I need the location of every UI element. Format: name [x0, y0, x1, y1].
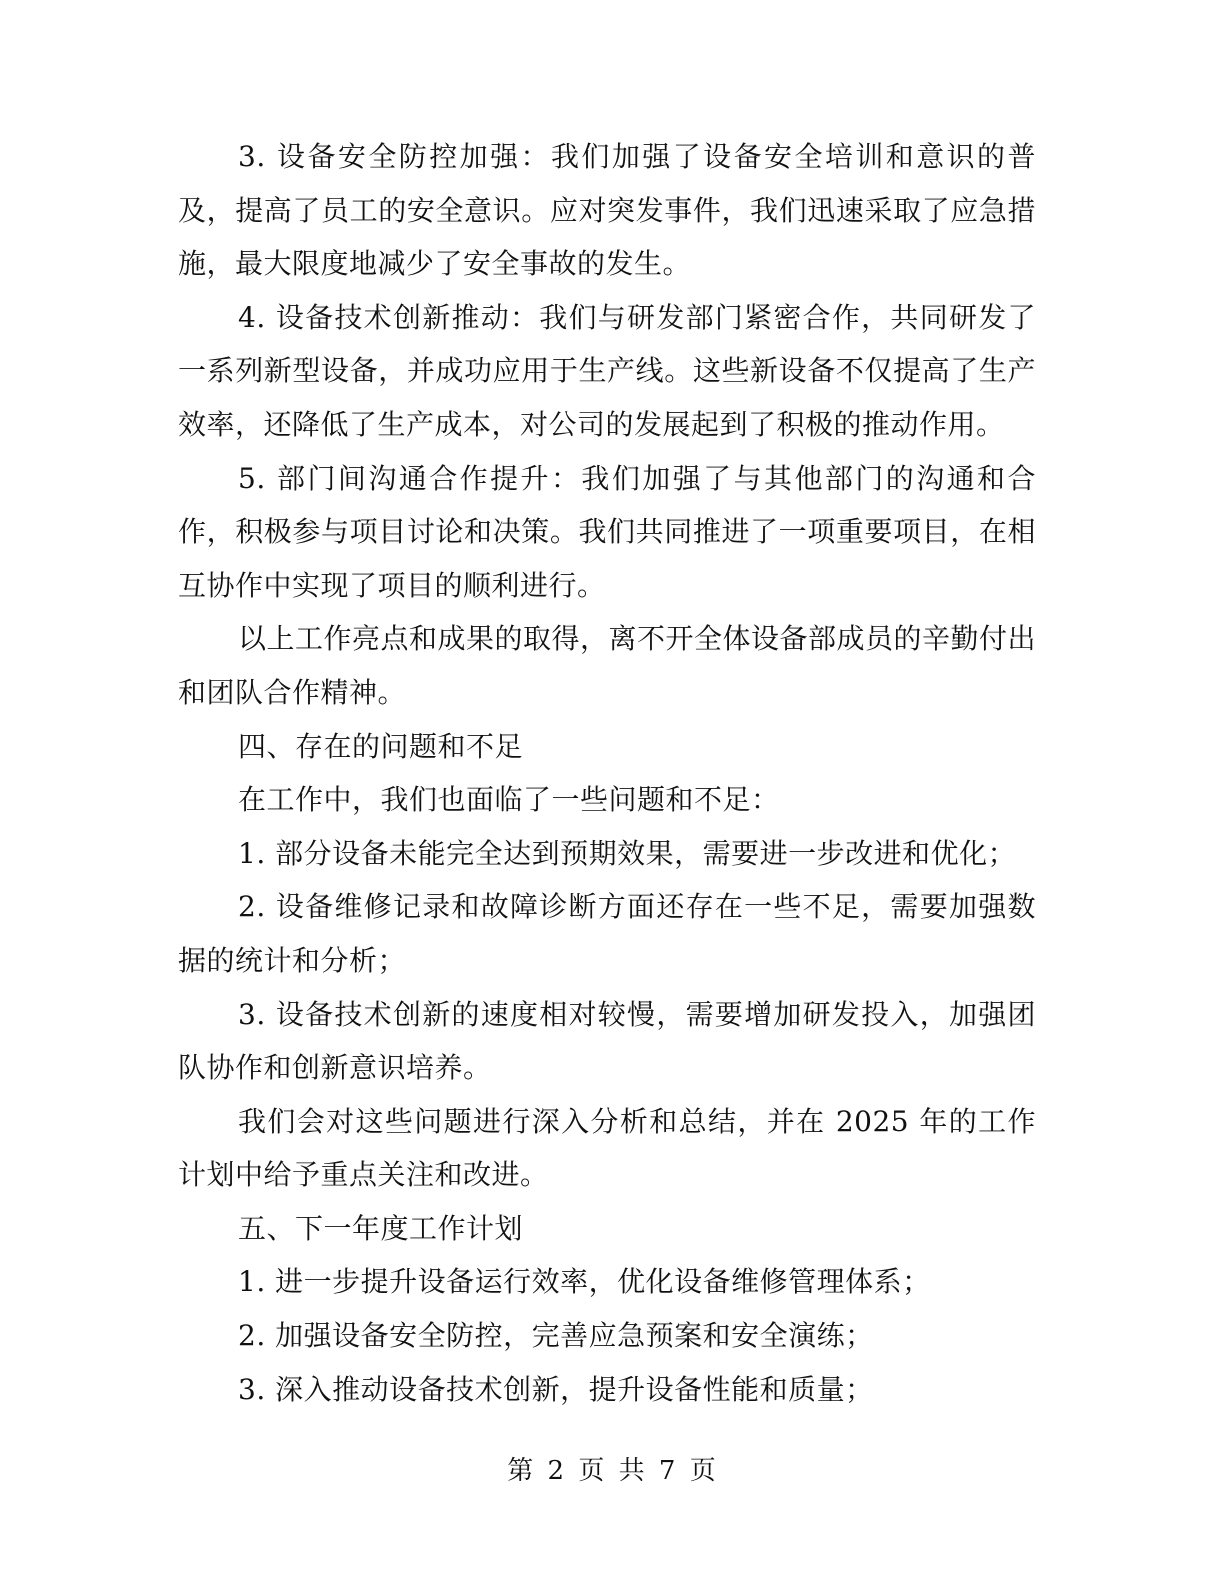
- plan-item-2: 2. 加强设备安全防控，完善应急预案和安全演练；: [238, 1319, 874, 1353]
- paragraph-item-3-security: 3. 设备安全防控加强：我们加强了设备安全培训和意识的普及，提高了员工的安全意识。应对突发事件，我们迅速采取了应急措施，最大限度地减少了安全事故的发生。: [178, 140, 1036, 281]
- section-heading-next-year-plan: 五、下一年度工作计划: [238, 1211, 524, 1245]
- paragraph-problems-conclusion: 我们会对这些问题进行深入分析和总结，并在 2025 年的工作计划中给予重点关注和改进。: [178, 1104, 1036, 1192]
- document-body: [178, 130, 1036, 1416]
- paragraph-item-5-cooperation: 5. 部门间沟通合作提升：我们加强了与其他部门的沟通和合作，积极参与项目讨论和决策。我们共同推进了一项重要项目，在相互协作中实现了项目的顺利进行。: [178, 461, 1036, 602]
- page-number-footer: 第 2 页 共 7 页: [507, 1456, 717, 1486]
- paragraph-summary: 以上工作亮点和成果的取得，离不开全体设备部成员的辛勤付出和团队合作精神。: [178, 622, 1037, 709]
- plan-item-1: 1. 进一步提升设备运行效率，优化设备维修管理体系；: [238, 1265, 931, 1299]
- plan-item-3: 3. 深入推动设备技术创新，提升设备性能和质量；: [238, 1372, 874, 1406]
- problem-item-1: 1. 部分设备未能完全达到预期效果，需要进一步改进和优化；: [238, 836, 1017, 870]
- section-heading-problems: 四、存在的问题和不足: [238, 729, 524, 763]
- problem-item-2: 2. 设备维修记录和故障诊断方面还存在一些不足，需要加强数据的统计和分析；: [178, 890, 1036, 977]
- paragraph-item-4-innovation: 4. 设备技术创新推动：我们与研发部门紧密合作，共同研发了一系列新型设备，并成功应用于生产线。这些新设备不仅提高了生产效率，还降低了生产成本，对公司的发展起到了积极的推动作用。: [178, 300, 1036, 441]
- paragraph-problems-intro: 在工作中，我们也面临了一些问题和不足：: [238, 783, 780, 817]
- problem-item-3: 3. 设备技术创新的速度相对较慢，需要增加研发投入，加强团队协作和创新意识培养。: [178, 997, 1036, 1085]
